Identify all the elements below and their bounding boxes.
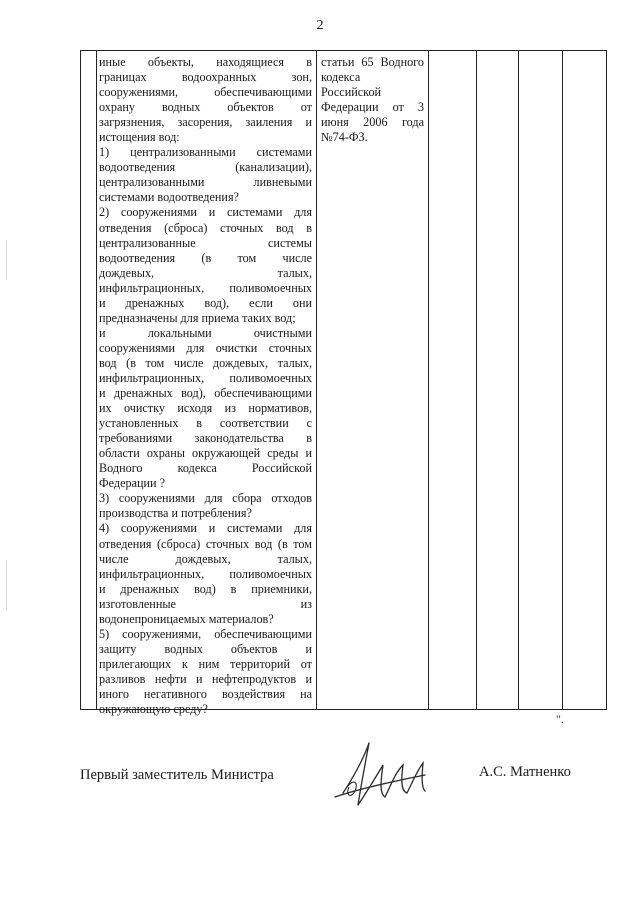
column-divider [316,51,317,709]
requirement-line: прилегающих к ним территорий от [99,656,312,671]
legal-basis-line: Российской [321,85,382,100]
requirement-line: отведения (сброса) сточных вод в [99,220,312,235]
requirement-line: границах водоохранных зон, [99,70,312,85]
requirement-line: защиту водных объектов и [99,641,312,656]
requirement-line: и дренажных вод), обеспечивающими [99,386,312,401]
requirement-line: охрану водных объектов от [99,100,312,115]
requirement-line: истощения вод: [99,130,180,145]
legal-basis-cell [321,55,424,145]
column-divider [428,51,429,709]
scan-edge-mark [6,240,7,280]
requirement-line: инфильтрационных, поливомоечных [99,280,312,295]
requirement-line: изготовленные из [99,596,312,611]
requirement-line: централизованными ливневыми [99,175,312,190]
signatory-name: А.С. Матненко [479,764,571,780]
scan-edge-mark [6,560,7,610]
requirement-line: водоотведения (в том числе [99,250,312,265]
column-divider [476,51,477,709]
legal-basis-line: статьи 65 Водного [321,55,424,69]
legal-basis-line: кодекса [321,70,361,85]
column-divider [562,51,563,709]
requirement-line: области охраны окружающей среды и [99,446,312,461]
requirement-line: иного негативного воздействия на [99,686,312,701]
requirement-line: 5) сооружениями, обеспечивающими [99,626,312,641]
requirement-line: требованиями законодательства в [99,431,312,446]
requirement-line: отведения (сброса) сточных вод (в том [99,536,312,551]
requirement-line: водоотведения (канализации), [99,160,312,175]
requirement-line: их очистку исходя из нормативов, [99,401,312,416]
requirement-line: вод (в том числе дождевых, талых, [99,355,312,370]
requirement-line: инфильтрационных, поливомоечных [99,566,312,581]
requirement-line: производства и потребления? [99,506,252,521]
scan-mark: ". [556,712,564,726]
requirement-line: централизованные системы [99,235,312,250]
requirement-text-cell [99,55,312,717]
requirement-line: окружающую среду? [99,702,208,717]
handwritten-signature [325,735,445,815]
column-divider [96,51,97,709]
legal-basis-line: №74-ФЗ. [321,130,368,145]
requirement-line: иные объекты, находящиеся в [99,55,312,69]
requirement-line: 1) централизованными системами [99,145,312,160]
requirement-line: и дренажных вод), если они [99,295,312,310]
legal-basis-line: Федерации от 3 [321,100,424,115]
requirement-line: дождевых, талых, [99,265,312,280]
requirement-line: 2) сооружениями и системами для [99,205,312,220]
column-divider [518,51,519,709]
requirement-line: числе дождевых, талых, [99,551,312,566]
requirement-line: и локальными очистными [99,325,312,340]
signatory-position: Первый заместитель Министра [80,767,274,783]
requirement-line: разливов нефти и нефтепродуктов и [99,671,312,686]
requirement-line: и дренажных вод) в приемники, [99,581,312,596]
requirement-line: Водного кодекса Российской [99,461,312,476]
requirement-line: Федерации ? [99,476,166,491]
requirement-line: системами водоотведения? [99,190,239,205]
requirements-table [80,50,607,717]
requirement-line: сооружениями для очистки сточных [99,340,312,355]
legal-basis-line: июня 2006 года [321,115,424,130]
requirement-line: водонепроницаемых материалов? [99,611,274,626]
requirement-line: 3) сооружениями для сбора отходов [99,491,312,506]
page-number: 2 [316,18,324,33]
requirement-line: 4) сооружениями и системами для [99,521,312,536]
requirement-line: инфильтрационных, поливомоечных [99,370,312,385]
requirement-line: загрязнения, засорения, заиления и [99,115,312,130]
requirement-line: сооружениями, обеспечивающими [99,85,312,100]
requirement-line: предназначены для приема таких вод; [99,310,296,325]
requirement-line: установленных в соответствии с [99,416,312,431]
